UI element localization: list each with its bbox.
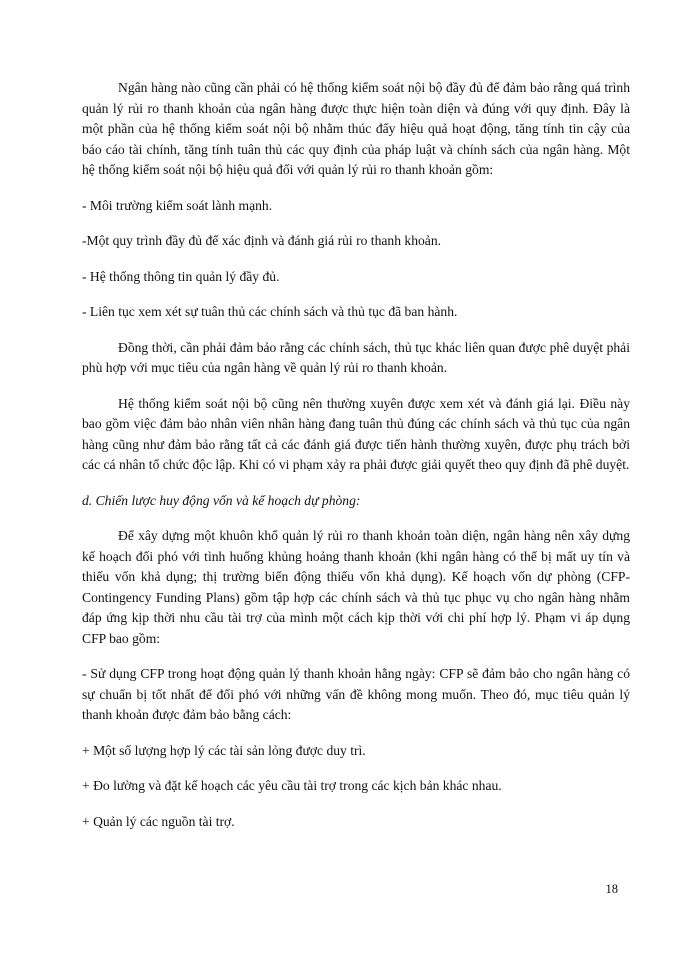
bullet-funding-sources: + Quản lý các nguồn tài trợ. (82, 813, 235, 829)
paragraph-internal-control: Ngân hàng nào cũng cần phải có hệ thống kiểm soát nội bộ đầy đủ để đảm bảo rằng quá trình quản lý rủi ro thanh khoản của ngân hàng được thực hiện toàn diện và đúng với quy định. Đây là một phần của hệ thống kiểm soát nội bộ nhằm thúc đẩy hiệu quả hoạt động, tăng tính tin cậy của báo cáo tài chính, tăng tính tuân thủ các quy định của pháp luật và chính sách của ngân hàng. Một hệ thống kiểm soát nội bộ hiệu quả đối với quản lý rủi ro thanh khoản gồm: (82, 80, 630, 177)
bullet-liquid-assets: + Một số lượng hợp lý các tài sản lỏng được duy trì. (82, 742, 366, 758)
paragraph-cfp-daily-use: - Sử dụng CFP trong hoạt động quản lý thanh khoản hằng ngày: CFP sẽ đảm bảo cho ngân hàng có sự chuẩn bị tốt nhất để đối phó với những vấn đề không mong muốn. Theo đó, mục tiêu quản lý thanh khoản được đảm bảo bằng cách: (82, 666, 630, 722)
paragraph-periodic-review: Hệ thống kiểm soát nội bộ cũng nên thường xuyên được xem xét và đánh giá lại. Điều này bao gồm việc đảm bảo nhân viên nhân hàng đang tuân thủ đúng các chính sách và thủ tục của ngân hàng cũng như đảm bảo rằng tất cả các đánh giá được tiến hành thường xuyên, được phụ trách bởi các cá nhân tổ chức độc lập. Khi có vi phạm xảy ra phải được giải quyết theo quy định đã phê duyệt. (82, 395, 630, 472)
page-number: 18 (605, 882, 618, 896)
bullet-compliance-review: - Liên tục xem xét sự tuân thủ các chính sách và thủ tục đã ban hành. (82, 304, 458, 319)
section-heading: d. Chiến lược huy động vốn và kế hoạch dự phòng: (82, 492, 361, 508)
page-content (82, 78, 630, 847)
bullet-process: -Một quy trình đầy đủ để xác định và đánh giá rủi ro thanh khoản. (82, 233, 442, 248)
bullet-info-system: - Hệ thống thông tin quản lý đầy đủ. (82, 268, 280, 284)
bullet-funding-requirements: + Đo lường và đặt kế hoạch các yêu cầu tài trợ trong các kịch bản khác nhau. (82, 778, 502, 793)
paragraph-policy-approval: Đồng thời, cần phải đảm bảo rằng các chính sách, thủ tục khác liên quan được phê duyệt phải phù hợp với mục tiêu của ngân hàng về quản lý rủi ro thanh khoản. (82, 339, 630, 375)
bullet-control-environment: - Môi trường kiểm soát lành mạnh. (82, 197, 273, 213)
paragraph-contingency-plan: Để xây dựng một khuôn khổ quản lý rủi ro thanh khoản toàn diện, ngân hàng nên xây dựng kế hoạch đối phó với tình huống khủng hoảng thanh khoản (khi ngân hàng có thể bị mất uy tín và thiếu vốn khả dụng; thị trường biến động thiếu vốn khả dụng). Kế hoạch vốn dự phòng (CFP- Contingency Funding Plans) gồm tập hợp các chính sách và thủ tục phục vụ cho ngân hàng nhằm đáp ứng kịp thời nhu cầu tài trợ của mình một cách kịp thời với chi phí hợp lý. Phạm vi áp dụng CFP bao gồm: (82, 528, 630, 646)
